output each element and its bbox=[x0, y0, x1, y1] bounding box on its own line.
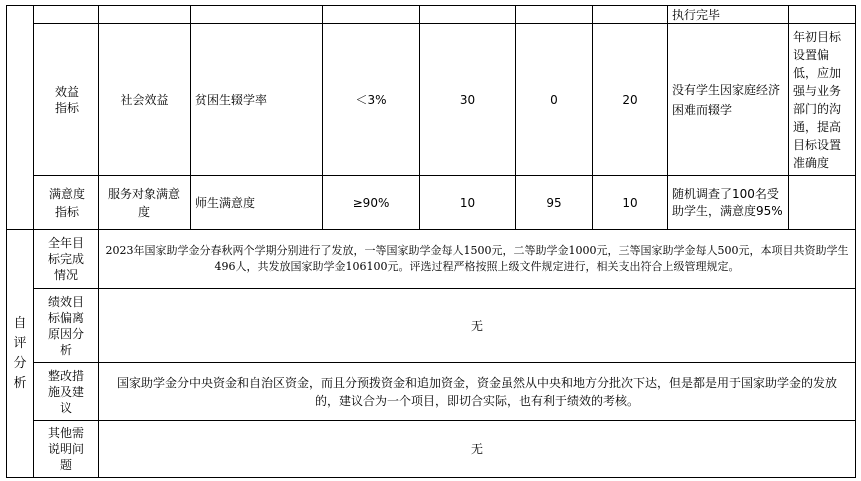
satisfaction-actual-weight: 10 bbox=[622, 195, 638, 210]
benefit-actual-weight: 20 bbox=[622, 92, 638, 107]
satisfaction-category: 满意度指标 bbox=[48, 186, 85, 219]
satisfaction-result: 随机调查了100名受助学生，满意度95% bbox=[672, 186, 783, 218]
benefit-result: 没有学生因家庭经济困难而辍学 bbox=[672, 82, 781, 117]
column-divider bbox=[33, 5, 34, 478]
self-eval-label-deviation: 绩效目标偏离原因分析 bbox=[47, 294, 84, 357]
table-border-bottom bbox=[6, 477, 856, 478]
benefit-subcategory: 社会效益 bbox=[120, 92, 169, 107]
benefit-score: 0 bbox=[550, 92, 558, 107]
benefit-target: ＜3% bbox=[355, 92, 387, 107]
self-eval-text-deviation: 无 bbox=[470, 318, 483, 333]
satisfaction-indicator: 师生满意度 bbox=[195, 195, 256, 210]
satisfaction-target: ≥90% bbox=[352, 195, 390, 210]
self-eval-section-label: 自评分析 bbox=[13, 315, 27, 391]
satisfaction-subcategory: 服务对象满意度 bbox=[107, 186, 180, 219]
benefit-indicator: 贫困生辍学率 bbox=[195, 92, 268, 107]
benefit-weight: 30 bbox=[459, 92, 476, 107]
table-border-left bbox=[6, 5, 7, 478]
self-eval-label-other: 其他需说明问题 bbox=[47, 426, 84, 472]
satisfaction-score: 95 bbox=[546, 195, 562, 210]
satisfaction-weight: 10 bbox=[459, 195, 476, 210]
self-eval-label-completion: 全年目标完成情况 bbox=[47, 236, 84, 282]
self-eval-text-other: 无 bbox=[470, 442, 483, 456]
table-border-right bbox=[855, 5, 856, 478]
benefit-reason: 年初目标设置偏低，应加强与业务部门的沟通，提高目标设置准确度 bbox=[793, 29, 842, 170]
benefit-category: 效益指标 bbox=[54, 84, 79, 115]
self-eval-label-measures: 整改措施及建议 bbox=[47, 368, 84, 415]
top-row-note: 执行完毕 bbox=[672, 7, 721, 22]
self-eval-text-completion: 2023年国家助学金分春秋两个学期分别进行了发放，一等国家助学金每人1500元，二等助学金1000元，三等国家助学金每人500元，本项目共资助学生496人，共发放国家助学金106100元。评选过程严格按照上级文件规定进行，相关支出符合上级管理规定。 bbox=[105, 244, 849, 273]
self-eval-text-measures: 国家助学金分中央资金和自治区资金，而且分预拨资金和追加资金，资金虽然从中央和地方分批次下达，但是都是用于国家助学金的发放的，建议合为一个项目，即切合实际，也有利于绩效的考核。 bbox=[116, 375, 837, 408]
